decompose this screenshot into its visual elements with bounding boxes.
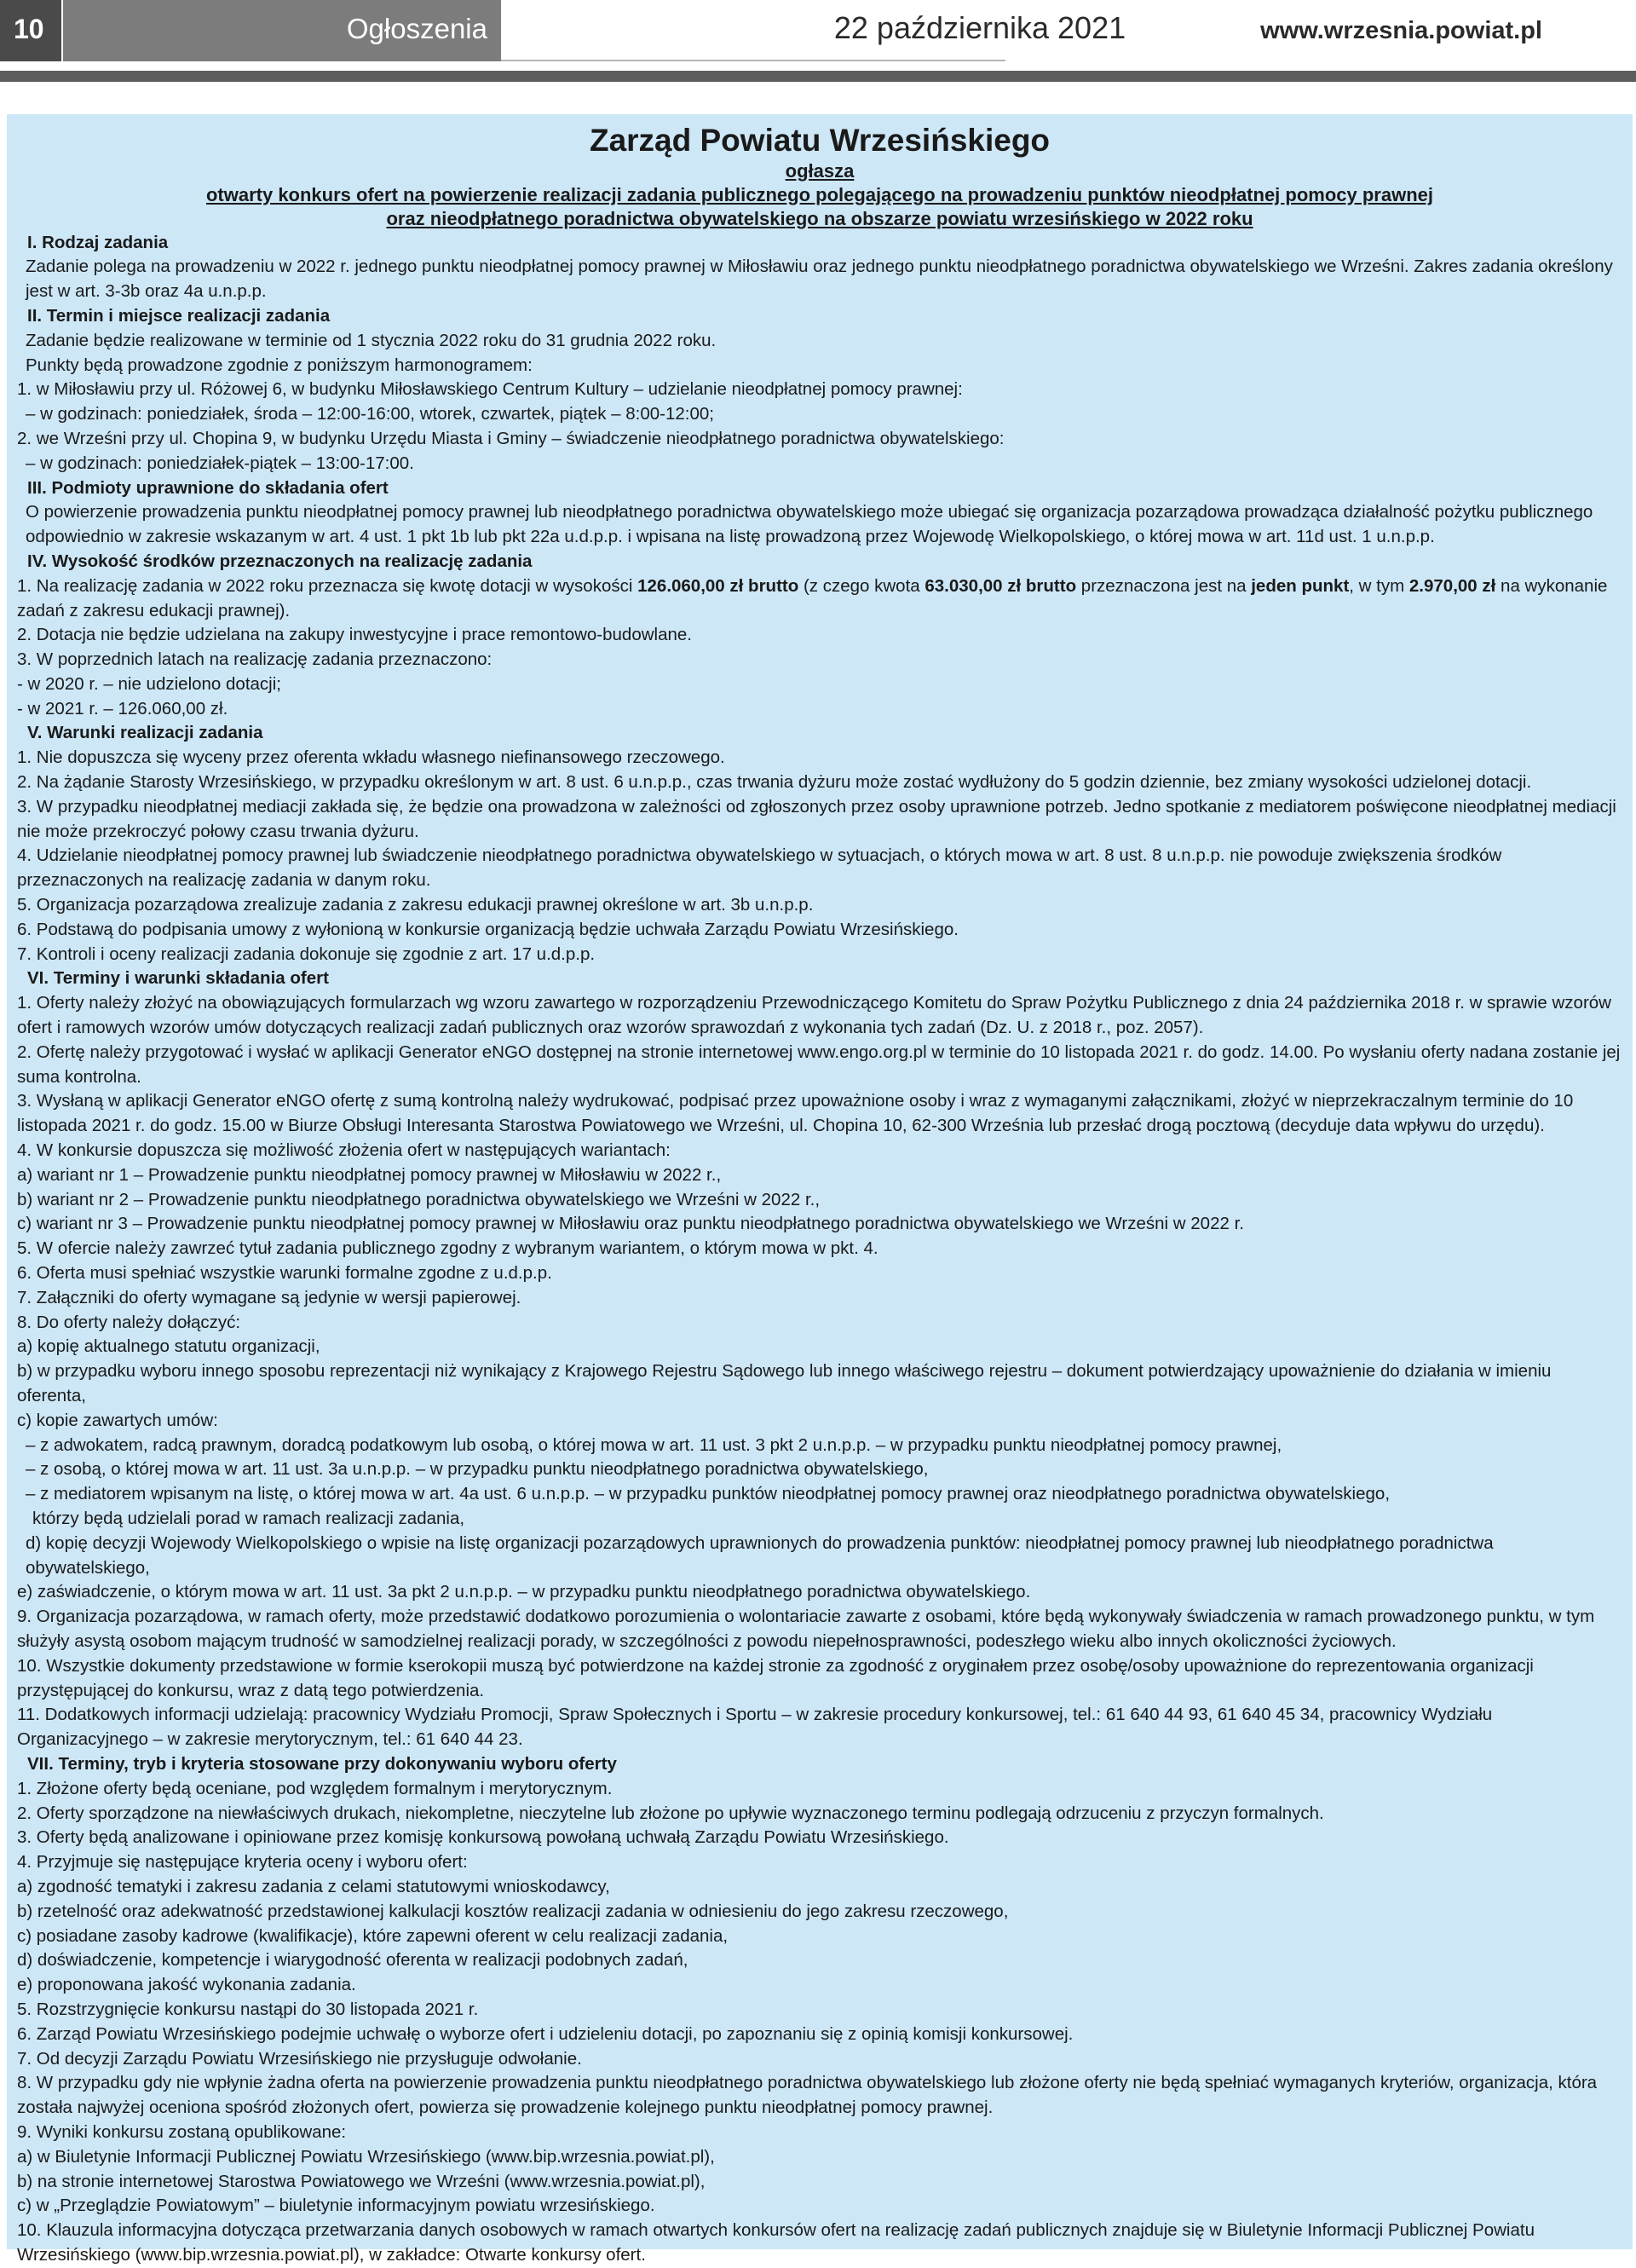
body-paragraph: 6. Zarząd Powiatu Wrzesińskiego podejmie uchwałę o wyborze ofert i udzieleniu dotacji, po zapoznaniu się z opinią komisji konkursowej.: [17, 2023, 1074, 2044]
body-paragraph: 3. W poprzednich latach na realizację zadania przeznaczono:: [17, 649, 493, 670]
body-paragraph: d) doświadczenie, kompetencje i wiarygodność oferenta w realizacji podobnych zadań,: [17, 1950, 688, 1971]
header-rule: [0, 71, 1636, 82]
announcement-subtitle: ogłasza: [785, 159, 855, 182]
website-link[interactable]: www.wrzesnia.powiat.pl: [1260, 17, 1542, 44]
body-paragraph: 8. W przypadku gdy nie wpłynie żadna oferta na powierzenie prowadzenia punktu nieodpłatnego poradnictwa obywatelskiego lub złożone oferty nie będą spełniać wymaganych kryteriów, organizacja, która została najwyżej oceniona spośród złożonych ofert, powierza się prowadzenie kolejnego punktu nieodpłatnej pomocy prawnej.: [17, 2073, 1598, 2118]
issue-date: 22 października 2021: [833, 10, 1126, 45]
body-paragraph: e) zaświadczenie, o którym mowa w art. 11 ust. 3a pkt 2 u.n.p.p. – w przypadku punktu nieodpłatnego poradnictwa obywatelskiego.: [17, 1582, 1031, 1602]
section-heading: III. Podmioty uprawnione do składania ofert: [27, 477, 389, 498]
body-paragraph: 1. Oferty należy złożyć na obowiązujących formularzach wg wzoru zawartego w rozporządzeniu Przewodniczącego Komitetu do Spraw Pożytku Publicznego z dnia 24 października 2018 r. w sprawie wzorów ofert i ramowych wzorów umów dotyczących realizacji zadań publicznych oraz wzorów sprawozdań z wykonania tych zadań (Dz. U. z 2018 r., poz. 2057).: [17, 993, 1611, 1038]
bold-amount: 126.060,00 zł brutto: [637, 575, 799, 596]
body-paragraph: d) kopię decyzji Wojewody Wielkopolskiego o wpisie na listę organizacji pozarządowych uprawnionych do prowadzenia punktów: nieodpłatnej pomocy prawnej lub nieodpłatnego poradnictwa obywatelskiego,: [26, 1532, 1494, 1578]
body-paragraph: 2. Ofertę należy przygotować i wysłać w aplikacji Generator eNGO dostępnej na stronie internetowej www.engo.org.pl w terminie do 10 listopada 2021 r. do godz. 14.00. Po wysłaniu oferty nadana zostanie jej suma kontrolna.: [17, 1042, 1621, 1087]
body-paragraph: b) wariant nr 2 – Prowadzenie punktu nieodpłatnego poradnictwa obywatelskiego we Wrześni w 2022 r.,: [17, 1189, 821, 1209]
body-paragraph: 10. Klauzula informacyjna dotycząca przetwarzania danych osobowych w ramach otwartych konkursów ofert na realizację zadań publicznych znajduje się w Biuletynie Informacji Publicznej Powiatu Wrzesińskiego (www.bip.wrzesnia.powiat.pl), w zakładce: Otwarte konkursy ofert.: [17, 2220, 1535, 2265]
body-paragraph: c) wariant nr 3 – Prowadzenie punktu nieodpłatnej pomocy prawnej w Miłosławiu oraz punktu nieodpłatnego poradnictwa obywatelskiego we Wrześni w 2022 r.: [17, 1214, 1244, 1234]
body-paragraph: 4. W konkursie dopuszcza się możliwość złożenia ofert w następujących wariantach:: [17, 1140, 671, 1161]
announcement-lead-line-1: otwarty konkurs ofert na powierzenie realizacji zadania publicznego polegającego na prowadzeniu punktów nieodpłatnej pomocy prawnej: [205, 183, 1434, 205]
body-paragraph: 6. Podstawą do podpisania umowy z wyłonioną w konkursie organizacją będzie uchwała Zarządu Powiatu Wrzesińskiego.: [17, 919, 959, 939]
body-paragraph: 1. w Miłosławiu przy ul. Różowej 6, w budynku Miłosławskiego Centrum Kultury – udzielanie nieodpłatnej pomocy prawnej:: [17, 379, 963, 400]
paragraph-text: (z czego kwota: [798, 575, 925, 596]
section-heading: I. Rodzaj zadania: [27, 232, 169, 252]
body-paragraph: 3. Oferty będą analizowane i opiniowane przez komisję konkursową powołaną uchwałą Zarządu Powiatu Wrzesińskiego.: [17, 1827, 949, 1848]
body-paragraph: 2. Na żądanie Starosty Wrzesińskiego, w przypadku określonym w art. 8 ust. 6 u.n.p.p., czas trwania dyżuru może zostać wydłużony do 5 godzin dziennie, bez zmiany wysokości udzielonej dotacji.: [17, 772, 1532, 793]
section-heading: IV. Wysokość środków przeznaczonych na realizację zadania: [27, 551, 533, 571]
body-paragraph: – w godzinach: poniedziałek-piątek – 13:00-17:00.: [26, 453, 414, 473]
paragraph-text: na wykonanie zadań z zakresu edukacji prawnej).: [17, 575, 1608, 620]
body-paragraph: c) w „Przeglądzie Powiatowym” – biuletynie informacyjnym powiatu wrzesińskiego.: [17, 2196, 655, 2216]
body-paragraph: 1. Złożone oferty będą oceniane, pod względem formalnym i merytorycznym.: [17, 1778, 613, 1798]
announcement-panel: [7, 114, 1633, 2265]
section-heading: VII. Terminy, tryb i kryteria stosowane przy dokonywaniu wyboru oferty: [27, 1753, 617, 1774]
body-paragraph: 1. Nie dopuszcza się wyceny przez oferenta wkładu własnego niefinansowego rzeczowego.: [17, 747, 725, 768]
section-label: Ogłoszenia: [63, 0, 501, 61]
body-paragraph: Zadanie polega na prowadzeniu w 2022 r. jednego punktu nieodpłatnej pomocy prawnej w Miłosławiu oraz jednego punktu nieodpłatnego poradnictwa obywatelskiego we Wrześni. Zakres zadania określony jest w art. 3-3b oraz 4a u.n.p.p.: [26, 257, 1613, 302]
body-paragraph: Zadanie będzie realizowane w terminie od 1 stycznia 2022 roku do 31 grudnia 2022 roku.: [26, 330, 717, 350]
page-number: 10: [0, 0, 61, 61]
body-paragraph: – w godzinach: poniedziałek, środa – 12:00-16:00, wtorek, czwartek, piątek – 8:00-12:00;: [26, 404, 714, 424]
body-paragraph: a) w Biuletynie Informacji Publicznej Powiatu Wrzesińskiego (www.bip.wrzesnia.powiat.pl),: [17, 2146, 715, 2167]
body-paragraph: 7. Kontroli i oceny realizacji zadania dokonuje się zgodnie z art. 17 u.d.p.p.: [17, 944, 596, 964]
body-paragraph: Punkty będą prowadzone zgodnie z poniższym harmonogramem:: [26, 355, 533, 375]
body-paragraph: c) posiadane zasoby kadrowe (kwalifikacje), które zapewni oferent w celu realizacji zadania,: [17, 1925, 729, 1946]
body-paragraph: a) zgodność tematyki i zakresu zadania z celami statutowymi wnioskodawcy,: [17, 1876, 610, 1896]
paragraph-text: przeznaczona jest na: [1076, 575, 1252, 596]
body-paragraph: 3. Wysłaną w aplikacji Generator eNGO ofertę z sumą kontrolną należy wydrukować, podpisać przez upoważnione osoby i wraz z wymaganymi załącznikami, złożyć w nieprzekraczalnym terminie do 10 listopada 2021 r. do godz. 15.00 w Biurze Obsługi Interesanta Starostwa Powiatowego we Wrześni, ul. Chopina 10, 62-300 Września lub przesłać drogą pocztową (decyduje data wpływu do urzędu).: [17, 1091, 1574, 1136]
body-paragraph: 3. W przypadku nieodpłatnej mediacji zakłada się, że będzie ona prowadzona w zależności od zgłoszonych przez osoby uprawnione potrzeb. Jedno spotkanie z mediatorem poświęcone nieodpłatnej mediacji nie może przekroczyć połowy czasu trwania dyżuru.: [17, 796, 1616, 841]
body-paragraph: – z mediatorem wpisanym na listę, o której mowa w art. 4a ust. 6 u.n.p.p. – w przypadku punktów nieodpłatnej pomocy prawnej oraz nieodpłatnego poradnictwa obywatelskiego,: [26, 1484, 1391, 1504]
paragraph-text: 1. Na realizację zadania w 2022 roku przeznacza się kwotę dotacji w wysokości: [17, 575, 638, 596]
body-paragraph: 5. Organizacja pozarządowa zrealizuje zadania z zakresu edukacji prawnej określone w art. 3b u.n.p.p.: [17, 895, 814, 915]
body-paragraph: 7. Załączniki do oferty wymagane są jedynie w wersji papierowej.: [17, 1287, 521, 1307]
body-paragraph: 4. Udzielanie nieodpłatnej pomocy prawnej lub świadczenie nieodpłatnego poradnictwa obywatelskiego w sytuacjach, o których mowa w art. 8 ust. 8 u.n.p.p. nie powoduje zwiększenia środków przeznaczonych na realizację zadania w danym roku.: [17, 845, 1502, 891]
body-paragraph: 9. Organizacja pozarządowa, w ramach oferty, może przedstawić dodatkowo porozumienia o wolontariacie zawarte z osobami, które będą wykonywały świadczenia w ramach prowadzonego punktu, w tym służyły asystą osobom mającym trudność w samodzielnej realizacji porady, w szczególności z powodu niepełnosprawności, podeszłego wieku albo innych okoliczności życiowych.: [17, 1607, 1595, 1651]
header-divider: [501, 60, 1005, 61]
body-paragraph: 2. Dotacja nie będzie udzielana na zakupy inwestycyjne i prace remontowo-budowlane.: [17, 625, 692, 645]
body-paragraph: b) w przypadku wyboru innego sposobu reprezentacji niż wynikający z Krajowego Rejestru Sądowego lub innego właściwego rejestru – dokument potwierdzający upoważnienie do działania w imieniu oferenta,: [17, 1361, 1552, 1405]
body-paragraph: 6. Oferta musi spełniać wszystkie warunki formalne zgodne z u.d.p.p.: [17, 1263, 552, 1284]
body-paragraph: O powierzenie prowadzenia punktu nieodpłatnej pomocy prawnej lub nieodpłatnego poradnictwa obywatelskiego może ubiegać się organizacja pozarządowa prowadząca działalność pożytku publicznego odpowiednio w zakresie wskazanym w art. 4 ust. 1 pkt 1b lub pkt 22a u.d.p.p. i wpisana na listę prowadzoną przez Wojewodę Wielkopolskiego, o której mowa w art. 11d ust. 1 u.n.p.p.: [26, 502, 1593, 547]
body-paragraph: a) kopię aktualnego statutu organizacji,: [17, 1336, 320, 1357]
body-paragraph: – z osobą, o której mowa w art. 11 ust. 3a u.n.p.p. – w przypadku punktu nieodpłatnego poradnictwa obywatelskiego,: [26, 1459, 929, 1480]
body-paragraph: e) proponowana jakość wykonania zadania.: [17, 1975, 356, 1995]
body-paragraph: 2. we Wrześni przy ul. Chopina 9, w budynku Urzędu Miasta i Gminy – świadczenie nieodpłatnego poradnictwa obywatelskiego:: [17, 428, 1005, 448]
body-paragraph: b) na stronie internetowej Starostwa Powiatowego we Wrześni (www.wrzesnia.powiat.pl),: [17, 2171, 706, 2191]
announcement-lead-line-2: oraz nieodpłatnego poradnictwa obywatelskiego na obszarze powiatu wrzesińskiego w 2022 roku: [386, 207, 1253, 229]
body-paragraph: 10. Wszystkie dokumenty przedstawione w formie kserokopii muszą być potwierdzone na każdej stronie za zgodność z oryginałem przez osobę/osoby upoważnione do reprezentowania organizacji przystępującej do konkursu, wraz z datą tego potwierdzenia.: [17, 1655, 1534, 1700]
body-paragraph: 5. Rozstrzygnięcie konkursu nastąpi do 30 listopada 2021 r.: [17, 1999, 479, 2019]
bold-amount: 63.030,00 zł brutto: [925, 575, 1077, 596]
body-paragraph: 5. W ofercie należy zawrzeć tytuł zadania publicznego zgodny z wybranym wariantem, o którym mowa w pkt. 4.: [17, 1238, 878, 1259]
body-paragraph: – z adwokatem, radcą prawnym, doradcą podatkowym lub osobą, o której mowa w art. 11 ust. 3 pkt 2 u.n.p.p. – w przypadku punktu nieodpłatnej pomocy prawnej,: [26, 1434, 1282, 1455]
bold-amount: jeden punkt: [1251, 575, 1350, 596]
announcement-title: Zarząd Powiatu Wrzesińskiego: [589, 123, 1051, 158]
section-heading: II. Termin i miejsce realizacji zadania: [27, 305, 331, 326]
body-paragraph: [17, 574, 1622, 624]
body-paragraph: a) wariant nr 1 – Prowadzenie punktu nieodpłatnej pomocy prawnej w Miłosławiu w 2022 r.,: [17, 1164, 722, 1185]
body-paragraph: którzy będą udzielali porad w ramach realizacji zadania,: [32, 1508, 465, 1528]
body-paragraph: 8. Do oferty należy dołączyć:: [17, 1312, 241, 1332]
page-header: [0, 0, 1636, 85]
body-paragraph: 11. Dodatkowych informacji udzielają: pracownicy Wydziału Promocji, Spraw Społecznych i Sportu – w zakresie procedury konkursowej, tel.: 61 640 44 93, 61 640 45 34, pracownicy Wydziału Organizacyjnego – w zakresie merytorycznym, tel.: 61 640 44 23.: [17, 1705, 1493, 1750]
body-paragraph: 2. Oferty sporządzone na niewłaściwych drukach, niekompletne, nieczytelne lub złożone po upływie wyznaczonego terminu podlegają odrzuceniu z przyczyn formalnych.: [17, 1803, 1324, 1823]
section-heading: VI. Terminy i warunki składania ofert: [27, 968, 329, 989]
body-paragraph: 4. Przyjmuje się następujące kryteria oceny i wyboru ofert:: [17, 1852, 468, 1873]
paragraph-text: , w tym: [1349, 575, 1409, 596]
section-heading: V. Warunki realizacji zadania: [27, 723, 263, 743]
announcement-body: [17, 231, 1622, 2268]
bold-amount: 2.970,00 zł: [1408, 575, 1496, 596]
body-paragraph: 9. Wyniki konkursu zostaną opublikowane:: [17, 2121, 347, 2142]
body-paragraph: b) rzetelność oraz adekwatność przedstawionej kalkulacji kosztów realizacji zadania w odniesieniu do jego zakresu rzeczowego,: [17, 1901, 1009, 1921]
body-paragraph: 7. Od decyzji Zarządu Powiatu Wrzesińskiego nie przysługuje odwołanie.: [17, 2048, 582, 2069]
body-paragraph: - w 2021 r. – 126.060,00 zł.: [17, 698, 228, 718]
body-paragraph: - w 2020 r. – nie udzielono dotacji;: [17, 673, 281, 694]
body-paragraph: c) kopie zawartych umów:: [17, 1410, 218, 1430]
